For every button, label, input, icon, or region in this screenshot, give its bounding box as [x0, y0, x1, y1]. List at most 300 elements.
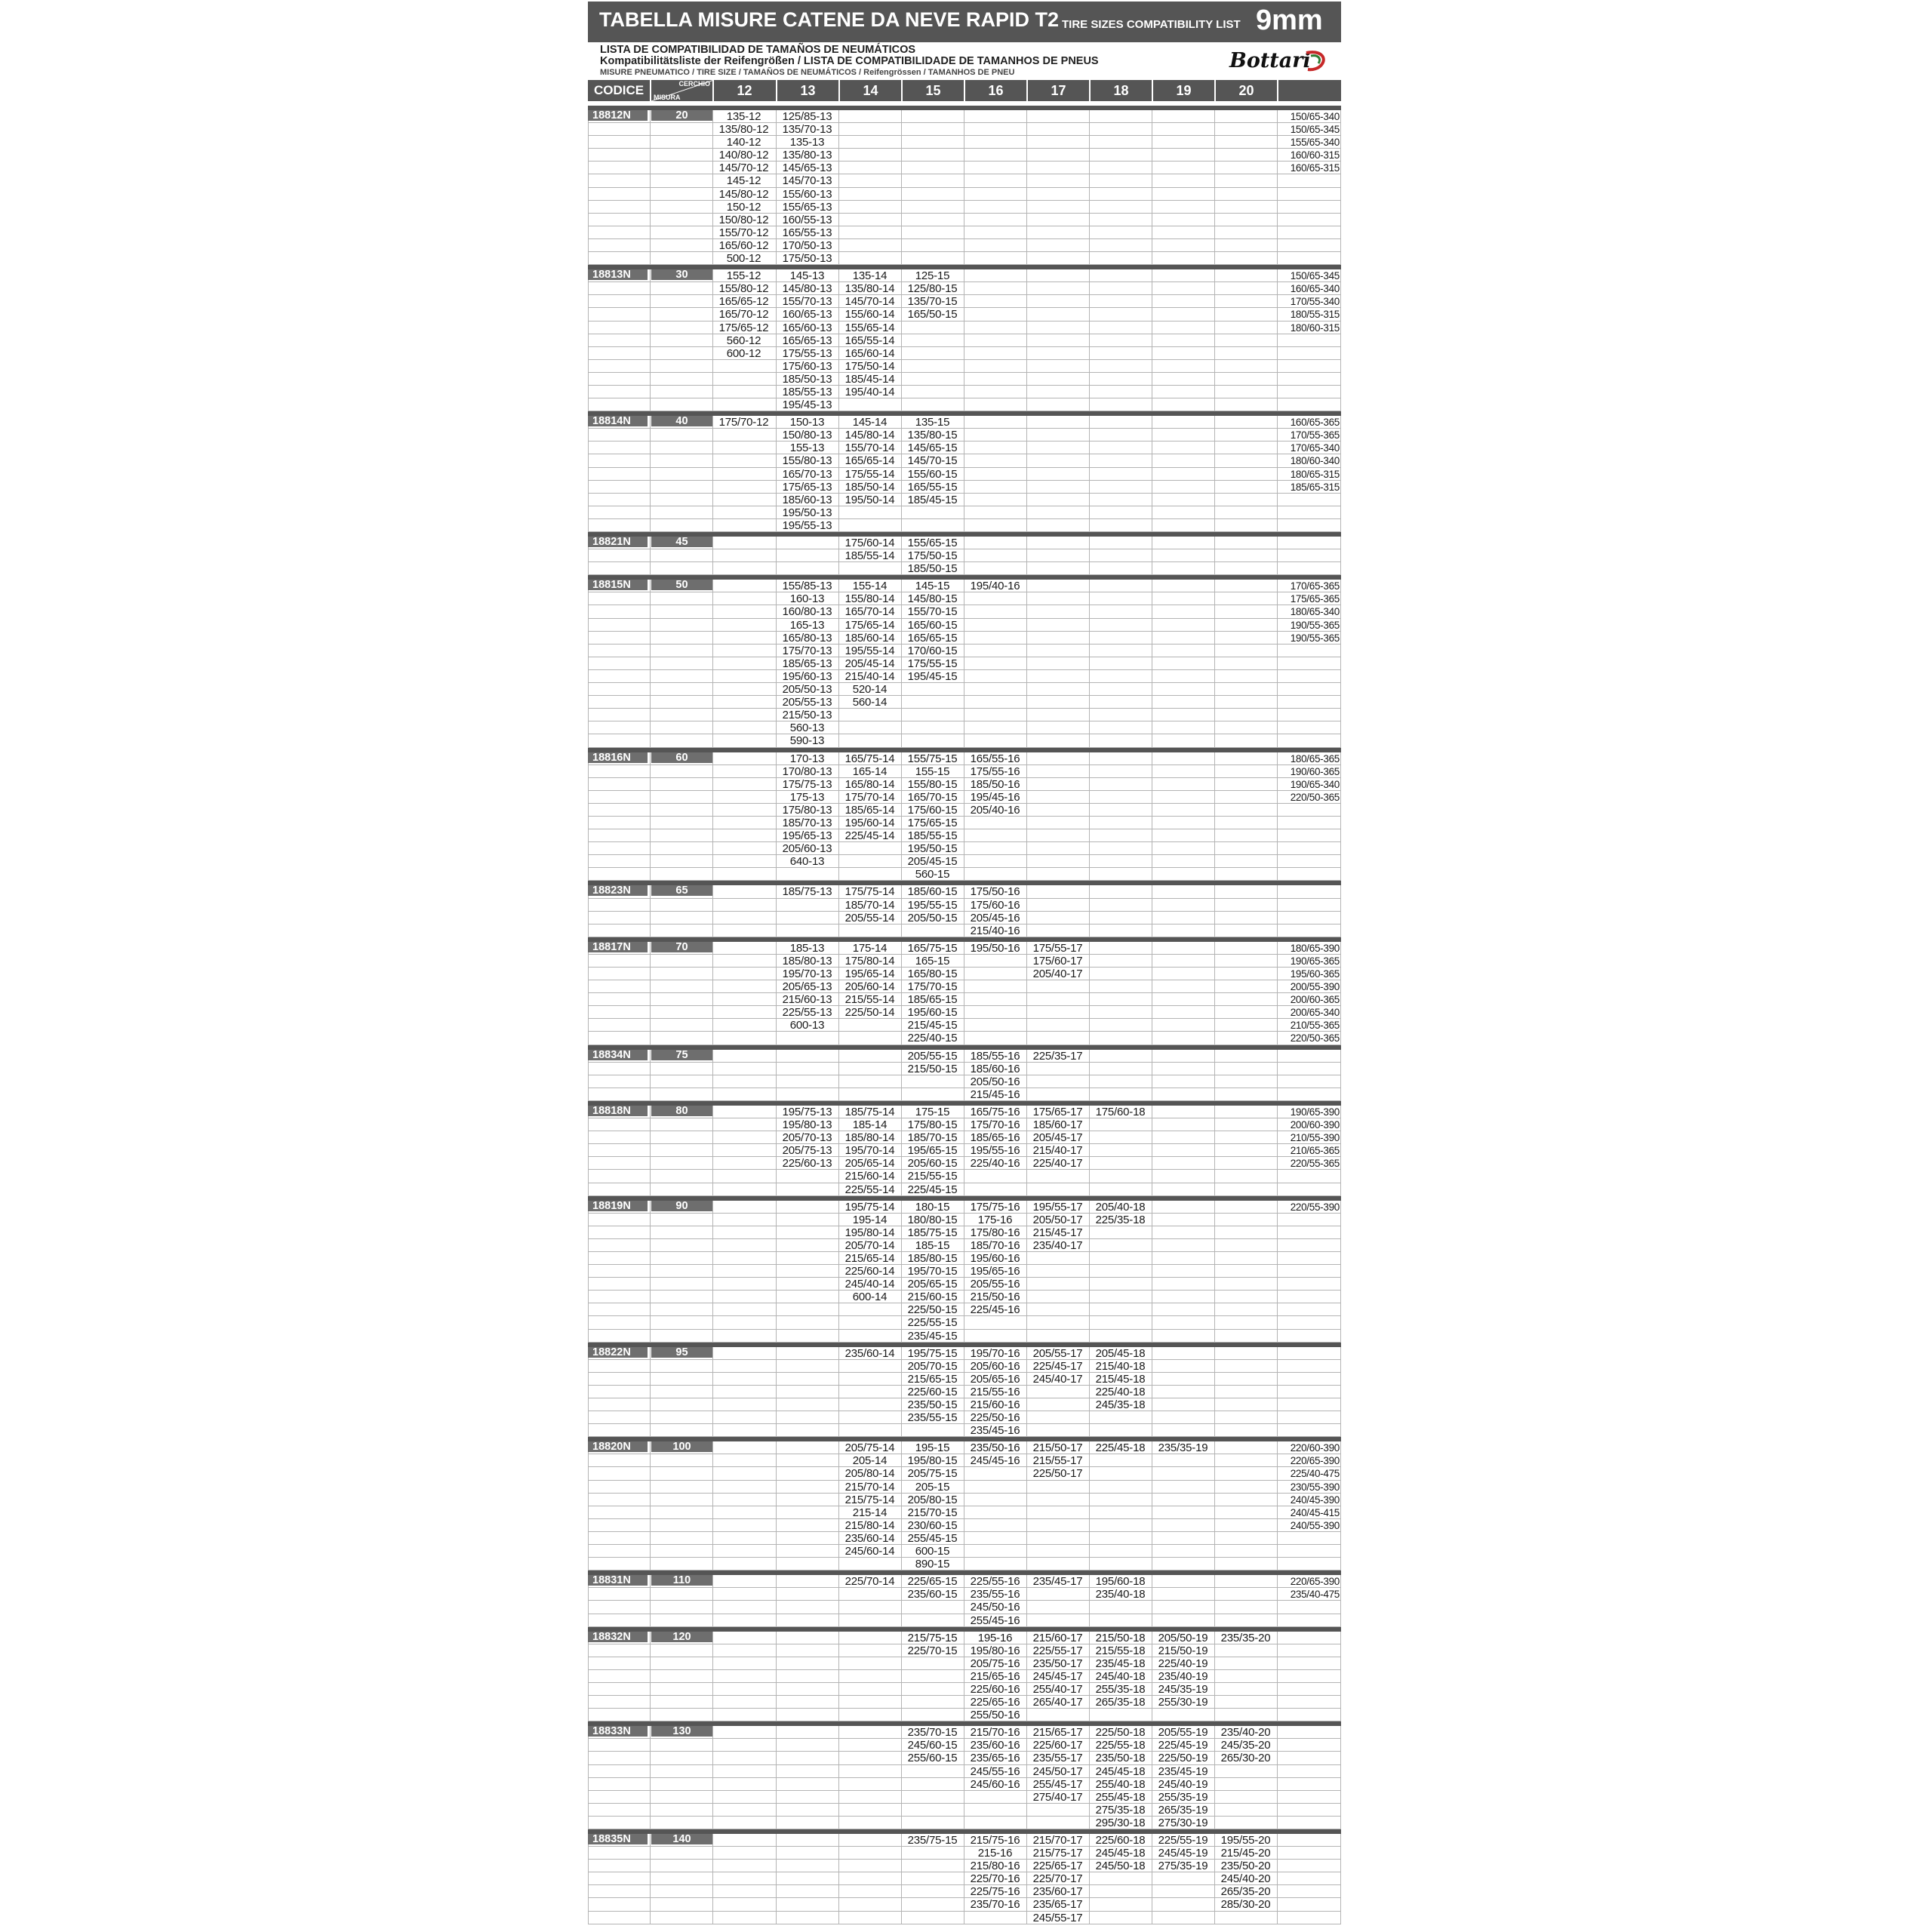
column-divider: [776, 1632, 777, 1722]
table-row: [588, 429, 1341, 441]
column-divider: [650, 1201, 651, 1343]
chain-size: 120: [651, 1632, 712, 1642]
tire-size-entry: 215/55-14: [844, 993, 895, 1007]
tire-size-entry: 175/65-13: [782, 480, 832, 494]
size-group-18834N: [588, 1045, 1341, 1101]
rim-column-19: [1152, 1441, 1214, 1454]
tire-size-entry: 185/60-13: [782, 493, 832, 506]
column-divider: [1026, 537, 1027, 575]
tire-size-entry: 170/55-340: [1290, 296, 1340, 308]
tire-size-entry: 890-15: [915, 1558, 950, 1571]
table-row: [588, 549, 1341, 562]
column-divider: [712, 416, 713, 532]
tire-size-entry: 215/60-15: [907, 1291, 958, 1304]
tire-size-entry: 155/65-14: [844, 321, 895, 334]
column-divider: [588, 269, 589, 411]
rim-column-18: [1089, 1441, 1152, 1454]
table-row: [588, 360, 1341, 373]
tire-size-entry: 255/45-16: [970, 1614, 1020, 1627]
column-divider: [776, 537, 777, 575]
product-code: 18813N: [588, 269, 648, 280]
tire-size-entry: 600-13: [789, 1019, 825, 1032]
tire-size-entry: 195/70-15: [907, 1265, 958, 1278]
tire-size-entry: 185/55-16: [970, 1049, 1020, 1063]
rim-column-16: [964, 1726, 1026, 1790]
tire-size-entry: 600-15: [915, 1545, 950, 1558]
column-divider: [1089, 942, 1090, 1045]
column-divider: [588, 1106, 589, 1196]
rim-column-17: [1026, 1726, 1089, 1804]
tire-size-entry: 155-14: [852, 580, 888, 593]
table-row: [588, 817, 1341, 829]
tire-size-entry: 560-12: [726, 334, 761, 347]
tire-size-entry: 235/40-475: [1290, 1589, 1340, 1601]
tire-size-entry: 135/80-13: [782, 149, 832, 162]
rim-column-14: [838, 1441, 901, 1558]
rim-column-16: [964, 752, 1026, 817]
column-divider: [1089, 416, 1090, 532]
rim-column-16: [964, 1575, 1026, 1626]
tire-size-entry: 165/80-14: [844, 777, 895, 791]
tire-size-entry: 215/50-13: [782, 709, 832, 722]
tire-size-entry: 240/45-390: [1290, 1494, 1340, 1506]
table-row: [588, 454, 1341, 467]
tire-size-entry: 520-14: [852, 683, 888, 697]
column-divider: [588, 1726, 589, 1829]
tire-size-entry: 145-12: [726, 174, 761, 188]
tire-size-entry: 175/65-15: [907, 816, 958, 829]
tire-size-entry: 135-14: [852, 269, 888, 283]
product-code: 18812N: [588, 110, 648, 121]
column-divider: [1026, 269, 1027, 411]
header-misura-cerchio: [650, 80, 712, 101]
rim-column-16: [964, 1441, 1026, 1467]
tire-size-entry: 175/65-12: [718, 321, 769, 334]
tire-size-entry: 245/60-14: [844, 1545, 895, 1558]
table-row: [588, 226, 1341, 239]
tire-size-entry: 155/70-14: [844, 441, 895, 455]
table-row: [588, 334, 1341, 347]
tire-size-entry: 215/75-16: [970, 1834, 1020, 1847]
column-divider: [650, 1347, 651, 1438]
tire-size-entry: 185-14: [852, 1118, 888, 1132]
tire-size-entry: 225/40-19: [1158, 1657, 1208, 1670]
tire-size-entry: 195/70-14: [844, 1144, 895, 1158]
tire-size-entry: 205/55-15: [907, 1049, 958, 1063]
column-divider: [1026, 110, 1027, 265]
tire-size-entry: 195/60-14: [844, 816, 895, 829]
tire-size-entry: 225/60-14: [844, 1265, 895, 1278]
table-row: [588, 149, 1341, 162]
tire-size-entry: 205/60-14: [844, 980, 895, 994]
column-divider: [1089, 1106, 1090, 1196]
tire-size-entry: 165/75-15: [907, 941, 958, 955]
tire-size-entry: 175/80-13: [782, 803, 832, 817]
table-row: [588, 1170, 1341, 1183]
column-divider: [712, 1347, 713, 1438]
tire-size-entry: 165-13: [789, 618, 825, 632]
rim-column-14: [838, 537, 901, 562]
tire-size-entry: 185/50-13: [782, 372, 832, 386]
header-rim-14: 14: [838, 80, 901, 101]
tire-size-entry: 180/60-340: [1290, 455, 1340, 467]
header-rim-13: 13: [776, 80, 838, 101]
column-divider: [712, 942, 713, 1045]
tire-size-entry: 145-13: [789, 269, 825, 283]
rim-column-15: [901, 1201, 964, 1343]
table-row: [588, 709, 1341, 721]
rim-column-16: [964, 942, 1026, 955]
tire-size-entry: 185/65-15: [907, 993, 958, 1007]
tire-size-entry: 235/40-17: [1032, 1238, 1083, 1252]
column-divider: [650, 110, 651, 265]
table-row: [588, 592, 1341, 605]
tire-size-entry: 150/65-345: [1290, 124, 1340, 136]
column-divider: [1026, 416, 1027, 532]
header-extra: [1277, 80, 1341, 101]
column-divider: [1277, 537, 1278, 575]
tire-size-entry: 205/50-13: [782, 683, 832, 697]
rim-column-17: [1026, 1201, 1089, 1252]
tire-size-entry: 175/80-15: [907, 1118, 958, 1132]
table-row: [588, 683, 1341, 696]
table-row: [588, 993, 1341, 1006]
column-divider: [1340, 1347, 1341, 1438]
tire-size-entry: 195/70-16: [970, 1346, 1020, 1360]
tire-size-entry: 215/45-16: [970, 1088, 1020, 1101]
tire-size-entry: 200/55-390: [1290, 981, 1340, 993]
product-code: 18819N: [588, 1201, 648, 1211]
tire-size-entry: 195-16: [977, 1631, 1013, 1644]
chain-size: 130: [651, 1726, 712, 1737]
rim-column-15: [901, 1106, 964, 1196]
tire-size-entry: 210/55-365: [1290, 1020, 1340, 1032]
tire-size-entry: 215-16: [977, 1847, 1013, 1860]
column-divider: [1340, 1201, 1341, 1343]
rim-column-17: [1026, 1106, 1089, 1170]
tire-size-entry: 195/80-15: [907, 1454, 958, 1468]
table-row: [588, 1032, 1341, 1044]
column-divider: [712, 752, 713, 881]
tire-size-entry: 185-15: [915, 1238, 950, 1252]
tire-size-entry: 180/60-315: [1290, 321, 1340, 334]
tire-size-entry: 215/70-17: [1032, 1834, 1083, 1847]
table-row: [588, 1912, 1341, 1924]
column-divider: [776, 1347, 777, 1438]
tire-size-entry: 235/40-18: [1095, 1588, 1146, 1601]
table-row: [588, 441, 1341, 454]
tire-size-entry: 255/30-19: [1158, 1696, 1208, 1709]
size-group-18813N: [588, 265, 1341, 411]
extra-size-column: [1277, 1575, 1341, 1601]
table-row: [588, 1506, 1341, 1519]
tire-size-entry: 265/35-19: [1158, 1803, 1208, 1817]
tire-size-entry: 165/55-16: [970, 752, 1020, 765]
column-divider: [650, 1726, 651, 1829]
chain-size: 65: [651, 885, 712, 896]
chain-size: 45: [651, 537, 712, 547]
tire-size-entry: 175/55-13: [782, 346, 832, 360]
column-divider: [776, 1575, 777, 1626]
tire-size-entry: 235/50-16: [970, 1441, 1020, 1455]
tire-size-entry: 285/30-20: [1220, 1898, 1271, 1912]
table-row: [588, 829, 1341, 842]
chain-size: 90: [651, 1201, 712, 1211]
tire-size-entry: 245/40-19: [1158, 1777, 1208, 1791]
tire-size-entry: 255/45-17: [1032, 1777, 1083, 1791]
tire-size-entry: 225/45-14: [844, 829, 895, 843]
tire-size-entry: 205/55-16: [970, 1278, 1020, 1291]
rim-column-15: [901, 1632, 964, 1657]
size-group-18819N: [588, 1196, 1341, 1343]
tire-size-entry: 155-15: [915, 764, 950, 778]
tire-size-entry: 190/65-340: [1290, 778, 1340, 790]
tire-size-entry: 265/35-18: [1095, 1696, 1146, 1709]
tire-size-entry: 275/35-18: [1095, 1803, 1146, 1817]
tire-size-entry: 215/65-17: [1032, 1726, 1083, 1740]
table-row: [588, 295, 1341, 308]
tire-size-entry: 205/40-17: [1032, 968, 1083, 980]
tire-size-entry: 140-12: [726, 136, 761, 149]
rim-column-14: [838, 1575, 901, 1588]
tire-size-entry: 155-13: [789, 441, 825, 455]
tire-size-entry: 185/65-315: [1290, 481, 1340, 493]
tire-size-entry: 165/55-15: [907, 480, 958, 494]
tire-size-entry: 255/60-15: [907, 1752, 958, 1765]
table-row: [588, 645, 1341, 657]
rim-column-13: [776, 416, 838, 532]
tire-size-entry: 195/60-15: [907, 1006, 958, 1020]
tire-size-entry: 225/50-15: [907, 1303, 958, 1317]
tire-size-entry: 175/70-15: [907, 980, 958, 994]
tire-size-entry: 185/75-15: [907, 1226, 958, 1239]
table-row: [588, 174, 1341, 187]
tire-size-entry: 205/45-17: [1032, 1131, 1083, 1145]
table-row: [588, 1330, 1341, 1343]
tire-size-entry: 195/55-14: [844, 644, 895, 657]
chain-size: 70: [651, 942, 712, 952]
product-code: 18821N: [588, 537, 648, 547]
tire-size-entry: 220/65-390: [1290, 1576, 1340, 1588]
chain-size: 95: [651, 1347, 712, 1358]
tire-size-entry: 205/40-18: [1095, 1200, 1146, 1214]
column-divider: [650, 416, 651, 532]
tire-size-entry: 195/60-18: [1095, 1575, 1146, 1589]
rim-column-17: [1026, 1347, 1089, 1386]
tire-size-entry: 195/50-15: [907, 842, 958, 856]
tire-size-entry: 165/50-15: [907, 308, 958, 321]
tire-size-entry: 190/65-365: [1290, 955, 1340, 967]
tire-size-entry: 185/70-16: [970, 1238, 1020, 1252]
column-divider: [1026, 885, 1027, 937]
tire-size-entry: 225/50-19: [1158, 1752, 1208, 1765]
column-divider: [588, 1201, 589, 1343]
tire-size-entry: 215/40-17: [1032, 1144, 1083, 1158]
tire-size-entry: 245/40-18: [1095, 1669, 1146, 1683]
tire-size-entry: 205/75-13: [782, 1144, 832, 1158]
tire-size-entry: 225/70-16: [970, 1872, 1020, 1886]
product-code: 18814N: [588, 416, 648, 426]
tire-size-entry: 205/50-16: [970, 1075, 1020, 1088]
tire-size-entry: 165/60-12: [718, 238, 769, 252]
rim-column-13: [776, 580, 838, 747]
tire-size-entry: 175/55-15: [907, 657, 958, 670]
column-divider: [901, 110, 902, 265]
column-divider: [1340, 1726, 1341, 1829]
extra-size-column: [1277, 110, 1341, 174]
tire-size-entry: 225/50-17: [1032, 1467, 1083, 1481]
tire-size-entry: 175/60-14: [844, 537, 895, 549]
size-group-18812N: [588, 106, 1341, 265]
tire-size-entry: 215/45-18: [1095, 1372, 1146, 1386]
tire-size-entry: 255/40-18: [1095, 1777, 1146, 1791]
tire-size-entry: 255/35-18: [1095, 1682, 1146, 1696]
tire-size-entry: 220/55-390: [1290, 1201, 1340, 1213]
tire-size-entry: 225/40-15: [907, 1032, 958, 1045]
tire-size-entry: 205/55-13: [782, 696, 832, 709]
column-divider: [776, 1441, 777, 1571]
table-row: [588, 980, 1341, 993]
table-row: [588, 842, 1341, 855]
tire-size-entry: 175/50-14: [844, 359, 895, 373]
extra-size-column: [1277, 269, 1341, 334]
rim-column-16: [964, 1834, 1026, 1912]
column-divider: [712, 1575, 713, 1626]
tire-size-entry: 205/45-16: [970, 911, 1020, 924]
tire-size-entry: 185/70-14: [844, 898, 895, 912]
rim-column-19: [1152, 1834, 1214, 1872]
tire-size-entry: 155/85-13: [782, 580, 832, 593]
product-code: 18823N: [588, 885, 648, 896]
tire-size-entry: 215/80-14: [844, 1518, 895, 1532]
tire-size-entry: 195/75-14: [844, 1200, 895, 1214]
tire-size-entry: 185/80-13: [782, 954, 832, 968]
rim-column-13: [776, 752, 838, 869]
column-divider: [1214, 1050, 1215, 1101]
tire-size-entry: 235/60-17: [1032, 1885, 1083, 1899]
tire-size-entry: 230/55-390: [1290, 1481, 1340, 1493]
column-divider: [712, 1106, 713, 1196]
rim-column-18: [1089, 1201, 1152, 1226]
table-row: [588, 1791, 1341, 1804]
tire-size-entry: 180/55-315: [1290, 309, 1340, 321]
tire-size-entry: 255/40-17: [1032, 1682, 1083, 1696]
tire-size-entry: 235/50-17: [1032, 1657, 1083, 1670]
tire-size-entry: 165/65-14: [844, 454, 895, 468]
tire-size-entry: 255/45-18: [1095, 1790, 1146, 1804]
tire-size-entry: 150/80-13: [782, 429, 832, 442]
tire-size-entry: 195/45-15: [907, 669, 958, 683]
tire-size-entry: 125/80-15: [907, 282, 958, 296]
tire-size-entry: 215/50-17: [1032, 1441, 1083, 1455]
column-divider: [1089, 885, 1090, 937]
table-row: [588, 214, 1341, 226]
tire-size-entry: 245/60-16: [970, 1777, 1020, 1791]
tire-size-entry: 225/45-19: [1158, 1739, 1208, 1752]
column-divider: [838, 110, 839, 265]
subheading: [588, 42, 1341, 80]
tire-size-entry: 195/55-13: [782, 518, 832, 532]
tire-size-entry: 225/55-17: [1032, 1644, 1083, 1657]
tire-size-entry: 185/70-13: [782, 816, 832, 829]
tire-size-entry: 165/65-12: [718, 295, 769, 309]
tire-size-entry: 235/40-19: [1158, 1669, 1208, 1683]
chain-size: 140: [651, 1834, 712, 1844]
tire-size-entry: 185-13: [789, 941, 825, 955]
column-divider: [650, 537, 651, 575]
tire-size-entry: 225/55-13: [782, 1006, 832, 1020]
tire-size-entry: 165/80-13: [782, 631, 832, 645]
column-divider: [1214, 1575, 1215, 1626]
tire-size-entry: 180-15: [915, 1200, 950, 1214]
tire-size-entry: 235/55-15: [907, 1411, 958, 1425]
tire-size-entry: 165/75-14: [844, 752, 895, 765]
tire-size-entry: 225/50-14: [844, 1006, 895, 1020]
tire-size-entry: 225/60-18: [1095, 1834, 1146, 1847]
tire-size-entry: 175-15: [915, 1105, 950, 1118]
tire-size-entry: 195/65-15: [907, 1144, 958, 1158]
brand-logo: [1228, 48, 1327, 72]
tire-size-entry: 225/55-14: [844, 1183, 895, 1196]
tire-size-entry: 160/65-315: [1290, 162, 1340, 174]
tire-size-entry: 175/75-14: [844, 885, 895, 899]
size-group-18823N: [588, 881, 1341, 937]
tire-size-entry: 225/70-15: [907, 1644, 958, 1657]
tire-size-entry: 215/55-17: [1032, 1454, 1083, 1468]
tire-size-entry: 205/50-17: [1032, 1213, 1083, 1226]
tire-size-entry: 215/50-18: [1095, 1631, 1146, 1644]
table-row: [588, 519, 1341, 532]
column-divider: [1340, 1834, 1341, 1924]
tire-size-entry: 160/65-13: [782, 308, 832, 321]
tire-size-entry: 245/45-16: [970, 1454, 1020, 1468]
column-divider: [1277, 1201, 1278, 1343]
tire-size-entry: 205/45-18: [1095, 1346, 1146, 1360]
tire-size-entry: 195/50-14: [844, 493, 895, 506]
rim-column-17: [1026, 1050, 1089, 1063]
tire-size-entry: 205/65-13: [782, 980, 832, 994]
column-divider: [1277, 1726, 1278, 1829]
table-row: [588, 468, 1341, 481]
size-group-18817N: [588, 937, 1341, 1045]
tire-size-entry: 200/65-340: [1290, 1007, 1340, 1019]
column-divider: [650, 752, 651, 881]
header-rim-18: 18: [1089, 80, 1152, 101]
header-misura: MISURA: [654, 94, 681, 101]
extra-size-column: [1277, 416, 1341, 494]
tire-size-entry: 125-15: [915, 269, 950, 283]
rim-column-15: [901, 537, 964, 575]
size-group-18815N: [588, 575, 1341, 747]
column-divider: [838, 1726, 839, 1829]
table-row: [588, 670, 1341, 683]
rim-column-14: [838, 416, 901, 506]
tire-size-entry: 225/50-16: [970, 1411, 1020, 1425]
tire-size-entry: 155/65-340: [1290, 137, 1340, 149]
tire-size-entry: 145/70-13: [782, 174, 832, 188]
tire-size-entry: 175/50-16: [970, 885, 1020, 899]
rim-column-20: [1214, 1726, 1277, 1764]
tire-size-entry: 175/60-18: [1095, 1105, 1146, 1118]
tire-size-entry: 175/60-17: [1032, 954, 1083, 968]
rim-column-15: [901, 1050, 964, 1075]
product-code: 18832N: [588, 1632, 648, 1642]
column-divider: [1214, 110, 1215, 265]
tire-size-entry: 225/40-17: [1032, 1157, 1083, 1171]
tire-size-entry: 195/80-16: [970, 1644, 1020, 1657]
tire-size-entry: 185/75-14: [844, 1105, 895, 1118]
table-row: [588, 123, 1341, 136]
